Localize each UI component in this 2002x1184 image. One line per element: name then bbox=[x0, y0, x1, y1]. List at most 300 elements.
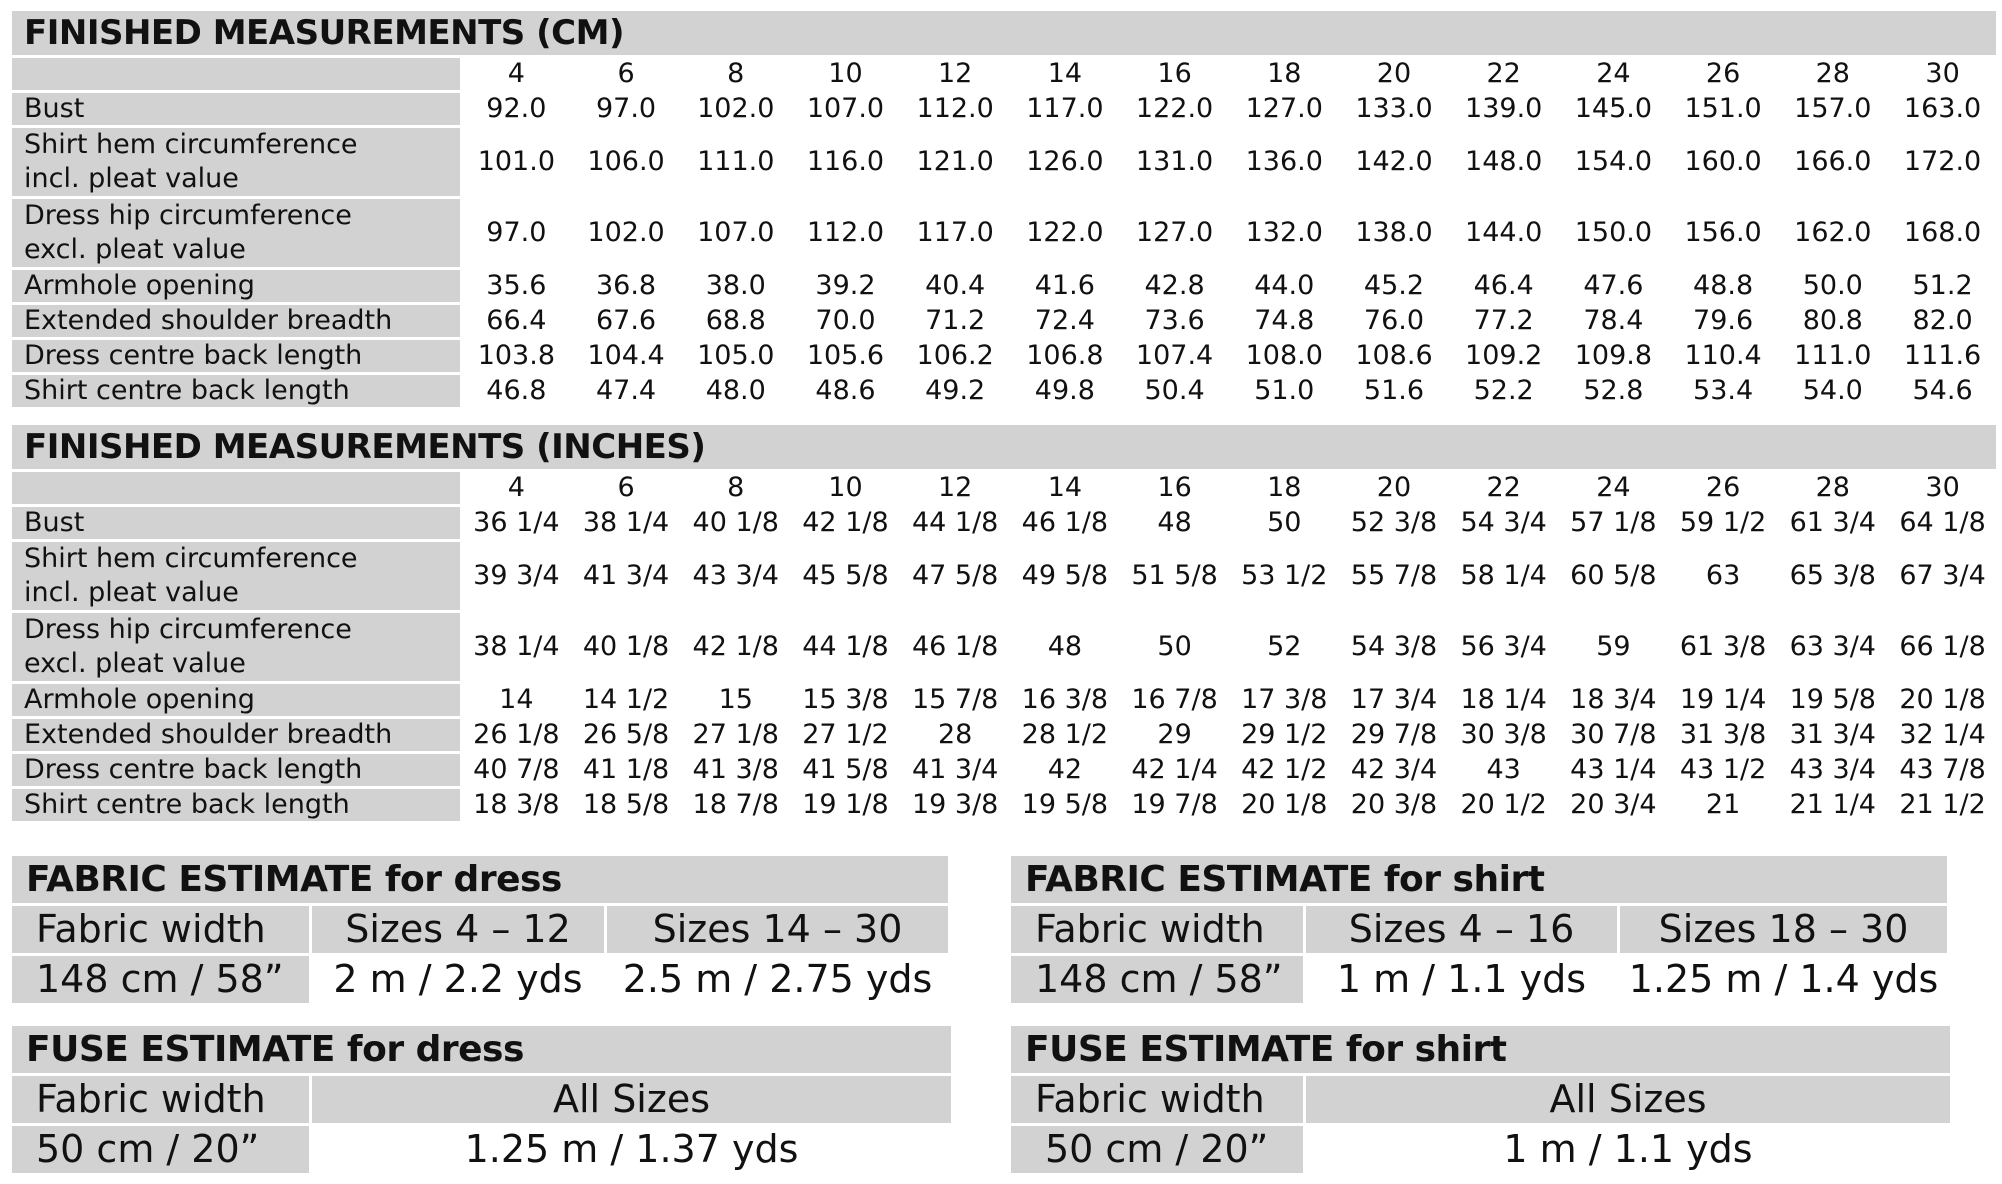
cm-size-header: 18 bbox=[1231, 58, 1338, 90]
inch-table-cell: 49 5/8 bbox=[1012, 542, 1119, 610]
inch-table-cell: 29 7/8 bbox=[1341, 719, 1448, 751]
inch-table-row bbox=[12, 754, 1996, 786]
inch-row-label bbox=[12, 613, 460, 681]
cm-table-cell: 122.0 bbox=[1121, 93, 1228, 125]
inch-table-cell: 15 7/8 bbox=[902, 684, 1009, 716]
cm-table-cell: 76.0 bbox=[1341, 305, 1448, 337]
cm-table-cell: 50.0 bbox=[1779, 270, 1886, 302]
inch-row-label-line: Shirt centre back length bbox=[24, 789, 350, 820]
cm-table-cell: 97.0 bbox=[463, 199, 570, 267]
inch-table-cell: 27 1/2 bbox=[792, 719, 899, 751]
fuse-dress-width-value: 50 cm / 20” bbox=[12, 1126, 309, 1173]
fuse-shirt-title-rest: for shirt bbox=[1333, 1029, 1507, 1070]
cm-table-row bbox=[12, 199, 1996, 267]
inch-table-cell: 61 3/8 bbox=[1670, 613, 1777, 681]
cm-table-cell: 132.0 bbox=[1231, 199, 1338, 267]
fabric-dress-title-bold: FABRIC ESTIMATE bbox=[26, 859, 373, 900]
inch-table-cell: 21 1/2 bbox=[1889, 789, 1996, 821]
inch-table-cell: 38 1/4 bbox=[463, 613, 570, 681]
fabric-dress-col-width: Fabric width bbox=[12, 906, 309, 953]
cm-table-cell: 112.0 bbox=[902, 93, 1009, 125]
inch-table-cell: 19 3/8 bbox=[902, 789, 1009, 821]
fabric-shirt-col-width: Fabric width bbox=[1011, 906, 1303, 953]
fuse-shirt-col-all-sizes: All Sizes bbox=[1306, 1076, 1950, 1123]
inch-table-cell: 59 bbox=[1560, 613, 1667, 681]
inch-table-cell: 42 1/2 bbox=[1231, 754, 1338, 786]
cm-table-cell: 102.0 bbox=[682, 93, 789, 125]
inch-table-cell: 45 5/8 bbox=[792, 542, 899, 610]
fuse-estimate-dress bbox=[9, 1023, 954, 1176]
fuse-dress-title-bold: FUSE ESTIMATE bbox=[26, 1029, 335, 1070]
inch-table-cell: 42 1/4 bbox=[1121, 754, 1228, 786]
cm-table-cell: 106.0 bbox=[573, 128, 680, 196]
inch-table-cell: 17 3/4 bbox=[1341, 684, 1448, 716]
cm-table-cell: 168.0 bbox=[1889, 199, 1996, 267]
cm-row-label bbox=[12, 199, 460, 267]
cm-size-header: 26 bbox=[1670, 58, 1777, 90]
cm-table-cell: 127.0 bbox=[1231, 93, 1338, 125]
inch-row-label bbox=[12, 719, 460, 751]
cm-table-cell: 105.6 bbox=[792, 340, 899, 372]
cm-table-cell: 49.8 bbox=[1012, 375, 1119, 407]
fuse-shirt-width-value: 50 cm / 20” bbox=[1011, 1126, 1303, 1173]
cm-table-cell: 163.0 bbox=[1889, 93, 1996, 125]
inch-table-cell: 18 5/8 bbox=[573, 789, 680, 821]
cm-table-cell: 150.0 bbox=[1560, 199, 1667, 267]
inch-table-cell: 66 1/8 bbox=[1889, 613, 1996, 681]
cm-table-cell: 50.4 bbox=[1121, 375, 1228, 407]
inch-table-cell: 20 1/8 bbox=[1889, 684, 1996, 716]
fabric-estimate-shirt bbox=[1008, 853, 1950, 1006]
fabric-shirt-col-sizes-a: Sizes 4 – 16 bbox=[1306, 906, 1617, 953]
cm-size-header: 24 bbox=[1560, 58, 1667, 90]
cm-table-row bbox=[12, 305, 1996, 337]
cm-table-cell: 107.0 bbox=[682, 199, 789, 267]
cm-table-cell: 108.6 bbox=[1341, 340, 1448, 372]
inch-table-cell: 18 3/8 bbox=[463, 789, 570, 821]
cm-table-cell: 104.4 bbox=[573, 340, 680, 372]
inch-table-cell: 59 1/2 bbox=[1670, 507, 1777, 539]
cm-table-cell: 66.4 bbox=[463, 305, 570, 337]
cm-table-cell: 136.0 bbox=[1231, 128, 1338, 196]
inch-row-label bbox=[12, 789, 460, 821]
inch-table-cell: 46 1/8 bbox=[1012, 507, 1119, 539]
cm-table-cell: 73.6 bbox=[1121, 305, 1228, 337]
inch-header-corner bbox=[12, 472, 460, 504]
cm-size-header: 14 bbox=[1012, 58, 1119, 90]
cm-table-cell: 40.4 bbox=[902, 270, 1009, 302]
inch-table-cell: 65 3/8 bbox=[1779, 542, 1886, 610]
cm-table-cell: 52.2 bbox=[1450, 375, 1557, 407]
inch-table-cell: 43 1/2 bbox=[1670, 754, 1777, 786]
fabric-shirt-col-sizes-b: Sizes 18 – 30 bbox=[1620, 906, 1947, 953]
cm-table-cell: 78.4 bbox=[1560, 305, 1667, 337]
inch-table-cell: 63 bbox=[1670, 542, 1777, 610]
cm-table-cell: 117.0 bbox=[1012, 93, 1119, 125]
inch-table-cell: 29 bbox=[1121, 719, 1228, 751]
cm-table-cell: 112.0 bbox=[792, 199, 899, 267]
cm-size-header: 22 bbox=[1450, 58, 1557, 90]
inch-table-cell: 36 1/4 bbox=[463, 507, 570, 539]
cm-size-header: 16 bbox=[1121, 58, 1228, 90]
cm-table-cell: 82.0 bbox=[1889, 305, 1996, 337]
cm-table-cell: 107.0 bbox=[792, 93, 899, 125]
inch-table-cell: 57 1/8 bbox=[1560, 507, 1667, 539]
cm-table-cell: 36.8 bbox=[573, 270, 680, 302]
inch-size-header: 16 bbox=[1121, 472, 1228, 504]
fuse-dress-col-all-sizes: All Sizes bbox=[312, 1076, 951, 1123]
inch-table-cell: 20 1/8 bbox=[1231, 789, 1338, 821]
inch-table-cell: 51 5/8 bbox=[1121, 542, 1228, 610]
cm-table-cell: 144.0 bbox=[1450, 199, 1557, 267]
inch-row-label bbox=[12, 684, 460, 716]
cm-table-cell: 44.0 bbox=[1231, 270, 1338, 302]
inch-table-cell: 18 3/4 bbox=[1560, 684, 1667, 716]
inch-table-cell: 41 1/8 bbox=[573, 754, 680, 786]
inch-table-row bbox=[12, 542, 1996, 610]
cm-row-label-line: Dress centre back length bbox=[24, 340, 363, 371]
inch-table-cell: 39 3/4 bbox=[463, 542, 570, 610]
cm-table-cell: 138.0 bbox=[1341, 199, 1448, 267]
fuse-shirt-col-width: Fabric width bbox=[1011, 1076, 1303, 1123]
cm-table-cell: 109.8 bbox=[1560, 340, 1667, 372]
cm-table-cell: 71.2 bbox=[902, 305, 1009, 337]
inch-table-cell: 50 bbox=[1121, 613, 1228, 681]
inch-table-cell: 42 3/4 bbox=[1341, 754, 1448, 786]
cm-table-cell: 148.0 bbox=[1450, 128, 1557, 196]
inch-table-cell: 41 3/8 bbox=[682, 754, 789, 786]
inch-table-cell: 43 3/4 bbox=[1779, 754, 1886, 786]
cm-row-label-line: Armhole opening bbox=[24, 270, 255, 301]
inch-table-cell: 58 1/4 bbox=[1450, 542, 1557, 610]
cm-size-header: 30 bbox=[1889, 58, 1996, 90]
cm-table-cell: 160.0 bbox=[1670, 128, 1777, 196]
cm-table-cell: 105.0 bbox=[682, 340, 789, 372]
cm-table-cell: 102.0 bbox=[573, 199, 680, 267]
cm-table-cell: 122.0 bbox=[1012, 199, 1119, 267]
cm-table-cell: 108.0 bbox=[1231, 340, 1338, 372]
cm-table-cell: 101.0 bbox=[463, 128, 570, 196]
inch-size-header: 8 bbox=[682, 472, 789, 504]
cm-table-cell: 47.4 bbox=[573, 375, 680, 407]
inch-row-label bbox=[12, 754, 460, 786]
inch-table-cell: 40 1/8 bbox=[573, 613, 680, 681]
inch-table-cell: 15 3/8 bbox=[792, 684, 899, 716]
fabric-shirt-title-bold: FABRIC ESTIMATE bbox=[1025, 859, 1372, 900]
cm-row-label-line: Bust bbox=[24, 93, 85, 124]
cm-table-cell: 45.2 bbox=[1341, 270, 1448, 302]
cm-size-header-row bbox=[12, 58, 1996, 90]
fabric-dress-value-b: 2.5 m / 2.75 yds bbox=[607, 956, 948, 1003]
cm-table-cell: 107.4 bbox=[1121, 340, 1228, 372]
inch-table-cell: 32 1/4 bbox=[1889, 719, 1996, 751]
cm-table-cell: 157.0 bbox=[1779, 93, 1886, 125]
inch-table-cell: 18 7/8 bbox=[682, 789, 789, 821]
inch-table-cell: 44 1/8 bbox=[902, 507, 1009, 539]
cm-size-header: 8 bbox=[682, 58, 789, 90]
cm-table-cell: 151.0 bbox=[1670, 93, 1777, 125]
cm-table-row bbox=[12, 270, 1996, 302]
cm-row-label-line: Extended shoulder breadth bbox=[24, 305, 393, 336]
fuse-shirt-title-bold: FUSE ESTIMATE bbox=[1025, 1029, 1334, 1070]
cm-table-cell: 110.4 bbox=[1670, 340, 1777, 372]
cm-table-cell: 52.8 bbox=[1560, 375, 1667, 407]
cm-table-cell: 111.0 bbox=[1779, 340, 1886, 372]
cm-table-cell: 121.0 bbox=[902, 128, 1009, 196]
cm-table-row bbox=[12, 375, 1996, 407]
inch-table-cell: 43 7/8 bbox=[1889, 754, 1996, 786]
cm-row-label-line: Shirt hem circumference bbox=[24, 129, 358, 160]
inch-size-header: 14 bbox=[1012, 472, 1119, 504]
inch-table-title: FINISHED MEASUREMENTS (INCHES) bbox=[12, 425, 1996, 469]
inch-table-cell: 20 3/8 bbox=[1341, 789, 1448, 821]
fabric-dress-col-sizes-a: Sizes 4 – 12 bbox=[312, 906, 604, 953]
inch-row-label bbox=[12, 542, 460, 610]
cm-table-cell: 53.4 bbox=[1670, 375, 1777, 407]
inch-table-cell: 43 3/4 bbox=[682, 542, 789, 610]
inch-table-cell: 50 bbox=[1231, 507, 1338, 539]
cm-table-cell: 51.0 bbox=[1231, 375, 1338, 407]
cm-table-cell: 54.6 bbox=[1889, 375, 1996, 407]
inch-table-cell: 31 3/8 bbox=[1670, 719, 1777, 751]
cm-table-cell: 139.0 bbox=[1450, 93, 1557, 125]
cm-table-cell: 49.2 bbox=[902, 375, 1009, 407]
cm-row-label-line: Dress hip circumference bbox=[24, 200, 352, 231]
fabric-dress-col-sizes-b: Sizes 14 – 30 bbox=[607, 906, 948, 953]
cm-table-cell: 70.0 bbox=[792, 305, 899, 337]
inch-table-cell: 19 5/8 bbox=[1779, 684, 1886, 716]
inch-table-row bbox=[12, 684, 1996, 716]
cm-table-cell: 77.2 bbox=[1450, 305, 1557, 337]
fabric-shirt-value-a: 1 m / 1.1 yds bbox=[1306, 956, 1617, 1003]
cm-table-cell: 117.0 bbox=[902, 199, 1009, 267]
cm-table-cell: 80.8 bbox=[1779, 305, 1886, 337]
inch-table-row bbox=[12, 789, 1996, 821]
inch-table-cell: 42 1/8 bbox=[682, 613, 789, 681]
inch-table-cell: 20 3/4 bbox=[1560, 789, 1667, 821]
inch-table-cell: 15 bbox=[682, 684, 789, 716]
inch-table-cell: 20 1/2 bbox=[1450, 789, 1557, 821]
inch-table-cell: 21 bbox=[1670, 789, 1777, 821]
inch-table-cell: 48 bbox=[1012, 613, 1119, 681]
inch-table-cell: 19 7/8 bbox=[1121, 789, 1228, 821]
inch-table-cell: 16 3/8 bbox=[1012, 684, 1119, 716]
inch-row-label-line: Dress hip circumference bbox=[24, 614, 352, 645]
fuse-estimate-shirt bbox=[1008, 1023, 1953, 1176]
cm-table-cell: 67.6 bbox=[573, 305, 680, 337]
cm-table-cell: 47.6 bbox=[1560, 270, 1667, 302]
cm-size-header: 10 bbox=[792, 58, 899, 90]
measurements-cm-table bbox=[9, 8, 1999, 410]
inch-table-cell: 28 bbox=[902, 719, 1009, 751]
inch-size-header: 20 bbox=[1341, 472, 1448, 504]
inch-size-header: 12 bbox=[902, 472, 1009, 504]
inch-table-row bbox=[12, 719, 1996, 751]
inch-table-cell: 30 7/8 bbox=[1560, 719, 1667, 751]
cm-size-header: 4 bbox=[463, 58, 570, 90]
inch-table-cell: 40 1/8 bbox=[682, 507, 789, 539]
cm-table-cell: 97.0 bbox=[573, 93, 680, 125]
fuse-shirt-title bbox=[1011, 1026, 1950, 1073]
cm-row-label-line: Shirt centre back length bbox=[24, 375, 350, 406]
cm-table-cell: 41.6 bbox=[1012, 270, 1119, 302]
cm-row-label bbox=[12, 305, 460, 337]
fabric-shirt-width-value: 148 cm / 58” bbox=[1011, 956, 1303, 1003]
inch-table-cell: 19 1/4 bbox=[1670, 684, 1777, 716]
cm-size-header: 28 bbox=[1779, 58, 1886, 90]
inch-size-header: 26 bbox=[1670, 472, 1777, 504]
inch-table-cell: 42 1/8 bbox=[792, 507, 899, 539]
inch-row-label bbox=[12, 507, 460, 539]
inch-size-header: 28 bbox=[1779, 472, 1886, 504]
measurements-inch-table bbox=[9, 422, 1999, 824]
cm-table-row bbox=[12, 128, 1996, 196]
cm-table-cell: 111.0 bbox=[682, 128, 789, 196]
cm-size-header: 12 bbox=[902, 58, 1009, 90]
inch-table-cell: 44 1/8 bbox=[792, 613, 899, 681]
inch-table-cell: 52 bbox=[1231, 613, 1338, 681]
inch-table-cell: 28 1/2 bbox=[1012, 719, 1119, 751]
inch-table-cell: 53 1/2 bbox=[1231, 542, 1338, 610]
cm-table-cell: 42.8 bbox=[1121, 270, 1228, 302]
inch-size-header: 30 bbox=[1889, 472, 1996, 504]
cm-table-cell: 145.0 bbox=[1560, 93, 1667, 125]
inch-table-cell: 67 3/4 bbox=[1889, 542, 1996, 610]
cm-table-cell: 127.0 bbox=[1121, 199, 1228, 267]
cm-table-cell: 92.0 bbox=[463, 93, 570, 125]
inch-row-label-line: Bust bbox=[24, 507, 85, 538]
cm-table-cell: 39.2 bbox=[792, 270, 899, 302]
inch-row-label-line: excl. pleat value bbox=[24, 648, 246, 679]
cm-size-header: 20 bbox=[1341, 58, 1448, 90]
inch-table-cell: 43 1/4 bbox=[1560, 754, 1667, 786]
inch-size-header: 6 bbox=[573, 472, 680, 504]
inch-table-cell: 48 bbox=[1121, 507, 1228, 539]
inch-table-cell: 43 bbox=[1450, 754, 1557, 786]
cm-table-cell: 166.0 bbox=[1779, 128, 1886, 196]
cm-row-label-line: excl. pleat value bbox=[24, 234, 246, 265]
cm-table-cell: 79.6 bbox=[1670, 305, 1777, 337]
inch-table-cell: 26 1/8 bbox=[463, 719, 570, 751]
cm-table-cell: 103.8 bbox=[463, 340, 570, 372]
cm-table-cell: 142.0 bbox=[1341, 128, 1448, 196]
fabric-dress-value-a: 2 m / 2.2 yds bbox=[312, 956, 604, 1003]
inch-size-header: 24 bbox=[1560, 472, 1667, 504]
inch-size-header-row bbox=[12, 472, 1996, 504]
fabric-shirt-value-b: 1.25 m / 1.4 yds bbox=[1620, 956, 1947, 1003]
inch-table-cell: 26 5/8 bbox=[573, 719, 680, 751]
inch-table-cell: 56 3/4 bbox=[1450, 613, 1557, 681]
inch-table-cell: 63 3/4 bbox=[1779, 613, 1886, 681]
cm-table-cell: 48.8 bbox=[1670, 270, 1777, 302]
fabric-shirt-title bbox=[1011, 856, 1947, 903]
inch-table-cell: 52 3/8 bbox=[1341, 507, 1448, 539]
cm-table-cell: 133.0 bbox=[1341, 93, 1448, 125]
inch-table-cell: 40 7/8 bbox=[463, 754, 570, 786]
inch-table-cell: 41 5/8 bbox=[792, 754, 899, 786]
cm-size-header: 6 bbox=[573, 58, 680, 90]
inch-table-cell: 19 1/8 bbox=[792, 789, 899, 821]
fuse-shirt-value: 1 m / 1.1 yds bbox=[1306, 1126, 1950, 1173]
fuse-dress-title-rest: for dress bbox=[334, 1029, 524, 1070]
fuse-dress-value: 1.25 m / 1.37 yds bbox=[312, 1126, 951, 1173]
cm-table-cell: 72.4 bbox=[1012, 305, 1119, 337]
cm-table-cell: 162.0 bbox=[1779, 199, 1886, 267]
inch-table-cell: 30 3/8 bbox=[1450, 719, 1557, 751]
cm-table-cell: 109.2 bbox=[1450, 340, 1557, 372]
inch-table-cell: 41 3/4 bbox=[902, 754, 1009, 786]
cm-table-cell: 131.0 bbox=[1121, 128, 1228, 196]
cm-table-cell: 156.0 bbox=[1670, 199, 1777, 267]
inch-table-cell: 38 1/4 bbox=[573, 507, 680, 539]
inch-size-header: 22 bbox=[1450, 472, 1557, 504]
cm-table-cell: 172.0 bbox=[1889, 128, 1996, 196]
cm-header-corner bbox=[12, 58, 460, 90]
cm-table-row bbox=[12, 340, 1996, 372]
inch-table-cell: 16 7/8 bbox=[1121, 684, 1228, 716]
fabric-dress-title-rest: for dress bbox=[372, 859, 562, 900]
inch-row-label-line: Extended shoulder breadth bbox=[24, 719, 393, 750]
inch-table-cell: 46 1/8 bbox=[902, 613, 1009, 681]
inch-table-cell: 47 5/8 bbox=[902, 542, 1009, 610]
inch-row-label-line: Shirt hem circumference bbox=[24, 543, 358, 574]
inch-table-cell: 55 7/8 bbox=[1341, 542, 1448, 610]
inch-table-cell: 41 3/4 bbox=[573, 542, 680, 610]
fuse-dress-col-width: Fabric width bbox=[12, 1076, 309, 1123]
fabric-dress-title bbox=[12, 856, 948, 903]
inch-table-cell: 29 1/2 bbox=[1231, 719, 1338, 751]
inch-table-cell: 54 3/8 bbox=[1341, 613, 1448, 681]
fabric-dress-width-value: 148 cm / 58” bbox=[12, 956, 309, 1003]
cm-row-label bbox=[12, 128, 460, 196]
cm-table-cell: 106.8 bbox=[1012, 340, 1119, 372]
cm-row-label-line: incl. pleat value bbox=[24, 163, 239, 194]
inch-table-cell: 19 5/8 bbox=[1012, 789, 1119, 821]
inch-table-cell: 54 3/4 bbox=[1450, 507, 1557, 539]
cm-table-row bbox=[12, 93, 1996, 125]
cm-row-label bbox=[12, 375, 460, 407]
cm-table-cell: 38.0 bbox=[682, 270, 789, 302]
inch-table-cell: 14 1/2 bbox=[573, 684, 680, 716]
inch-row-label-line: incl. pleat value bbox=[24, 577, 239, 608]
cm-table-cell: 51.6 bbox=[1341, 375, 1448, 407]
cm-row-label bbox=[12, 340, 460, 372]
fabric-shirt-title-rest: for shirt bbox=[1371, 859, 1545, 900]
cm-table-cell: 74.8 bbox=[1231, 305, 1338, 337]
inch-table-row bbox=[12, 507, 1996, 539]
inch-table-cell: 31 3/4 bbox=[1779, 719, 1886, 751]
cm-table-cell: 111.6 bbox=[1889, 340, 1996, 372]
cm-table-cell: 46.4 bbox=[1450, 270, 1557, 302]
inch-table-cell: 27 1/8 bbox=[682, 719, 789, 751]
inch-table-cell: 61 3/4 bbox=[1779, 507, 1886, 539]
cm-table-cell: 54.0 bbox=[1779, 375, 1886, 407]
inch-table-cell: 21 1/4 bbox=[1779, 789, 1886, 821]
cm-table-cell: 51.2 bbox=[1889, 270, 1996, 302]
cm-table-cell: 46.8 bbox=[463, 375, 570, 407]
inch-size-header: 10 bbox=[792, 472, 899, 504]
inch-table-cell: 60 5/8 bbox=[1560, 542, 1667, 610]
cm-row-label bbox=[12, 93, 460, 125]
inch-table-cell: 42 bbox=[1012, 754, 1119, 786]
cm-table-cell: 48.6 bbox=[792, 375, 899, 407]
cm-table-cell: 154.0 bbox=[1560, 128, 1667, 196]
cm-table-cell: 126.0 bbox=[1012, 128, 1119, 196]
cm-table-cell: 35.6 bbox=[463, 270, 570, 302]
inch-size-header: 4 bbox=[463, 472, 570, 504]
inch-table-cell: 64 1/8 bbox=[1889, 507, 1996, 539]
cm-row-label bbox=[12, 270, 460, 302]
